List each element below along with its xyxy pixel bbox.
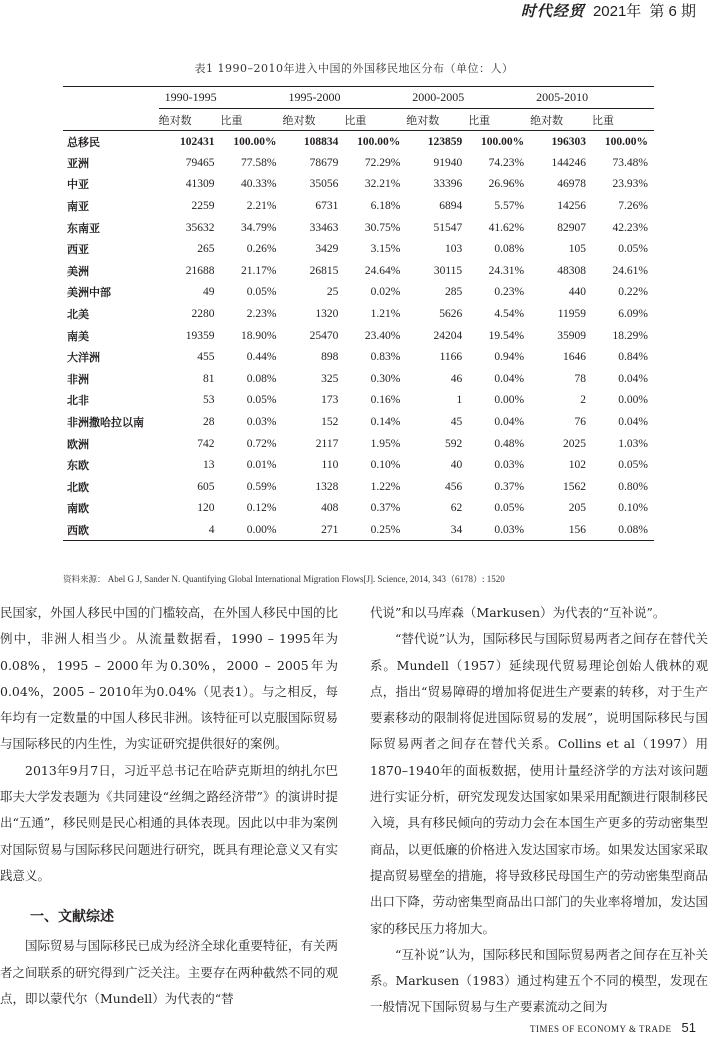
share-cell: 0.72% bbox=[246, 437, 277, 450]
share-cell: 23.40% bbox=[364, 329, 401, 342]
absolute-cell: 35632 bbox=[185, 221, 215, 234]
period-header: 2005-2010 bbox=[530, 87, 654, 109]
share-cell: 0.37% bbox=[370, 502, 401, 515]
table-source bbox=[63, 572, 505, 585]
share-cell: 100.00% bbox=[604, 135, 648, 148]
absolute-cell: 325 bbox=[321, 372, 339, 385]
share-cell: 18.90% bbox=[241, 329, 277, 342]
share-cell: 0.08% bbox=[618, 523, 648, 536]
paragraph: 2013年9月7日，习近平总书记在哈萨克斯坦的纳扎尔巴耶夫大学发表题为《共同建设“丝绸之路经济带”》的演讲时提出“五通”，移民则是民心相通的具体表现。因此以中非为案例对国际贸易与国际移民问题进行研究，既具有理论意义又有实践意义。 bbox=[0, 762, 338, 883]
absolute-cell: 592 bbox=[444, 437, 463, 450]
table-row bbox=[63, 303, 654, 325]
period-header-row bbox=[63, 87, 654, 109]
share-cell: 24.64% bbox=[364, 264, 401, 277]
region-cell: 美洲 bbox=[67, 264, 89, 278]
share-cell: 0.12% bbox=[246, 502, 277, 515]
absolute-cell: 79465 bbox=[185, 156, 215, 169]
share-cell: 42.23% bbox=[612, 221, 648, 234]
share-cell: 0.25% bbox=[370, 523, 401, 536]
share-cell: 0.03% bbox=[494, 459, 525, 472]
share-header: 比重 bbox=[468, 113, 491, 127]
share-cell: 0.03% bbox=[494, 523, 525, 536]
absolute-cell: 53 bbox=[203, 394, 215, 407]
absolute-cell: 46978 bbox=[557, 178, 587, 191]
region-cell: 总移民 bbox=[67, 135, 100, 149]
absolute-cell: 40 bbox=[450, 459, 463, 472]
share-cell: 0.23% bbox=[494, 286, 525, 299]
share-cell: 100.00% bbox=[233, 135, 277, 148]
migration-table bbox=[63, 86, 654, 541]
absolute-cell: 102 bbox=[568, 459, 587, 472]
region-cell: 非洲 bbox=[67, 372, 89, 386]
region-cell: 东欧 bbox=[67, 459, 89, 473]
absolute-cell: 4 bbox=[208, 523, 215, 536]
share-cell: 0.04% bbox=[618, 372, 648, 385]
region-cell: 西亚 bbox=[67, 243, 89, 257]
abs-header: 绝对数 bbox=[158, 113, 192, 127]
share-cell: 0.00% bbox=[618, 394, 648, 407]
share-cell: 26.96% bbox=[488, 178, 525, 191]
share-cell: 34.79% bbox=[241, 221, 277, 234]
table-row bbox=[63, 390, 654, 412]
page-number: 51 bbox=[681, 1020, 696, 1035]
share-cell: 0.04% bbox=[494, 372, 525, 385]
abs-header: 绝对数 bbox=[282, 113, 316, 127]
issue-year: 2021年 bbox=[592, 2, 642, 20]
absolute-cell: 6731 bbox=[315, 200, 339, 213]
share-cell: 2.21% bbox=[246, 200, 277, 213]
share-cell: 5.57% bbox=[494, 200, 525, 213]
absolute-cell: 271 bbox=[321, 523, 339, 536]
share-cell: 0.26% bbox=[246, 243, 277, 256]
absolute-cell: 1166 bbox=[439, 351, 463, 364]
region-cell: 北欧 bbox=[67, 480, 89, 494]
absolute-cell: 41309 bbox=[185, 178, 215, 191]
share-cell: 19.54% bbox=[488, 329, 525, 342]
absolute-cell: 33463 bbox=[309, 221, 339, 234]
period-header: 2000-2005 bbox=[406, 87, 530, 109]
absolute-cell: 408 bbox=[321, 502, 339, 515]
table-row bbox=[63, 238, 654, 260]
share-cell: 0.00% bbox=[494, 394, 525, 407]
share-cell: 0.84% bbox=[618, 351, 648, 364]
region-cell: 南亚 bbox=[67, 200, 89, 214]
absolute-cell: 152 bbox=[321, 416, 339, 429]
table-row bbox=[63, 282, 654, 304]
share-cell: 0.03% bbox=[246, 416, 277, 429]
absolute-cell: 6894 bbox=[439, 200, 463, 213]
absolute-cell: 21688 bbox=[185, 264, 215, 277]
share-cell: 0.14% bbox=[370, 416, 401, 429]
region-cell: 南美 bbox=[67, 329, 89, 343]
share-cell: 0.59% bbox=[246, 480, 277, 493]
share-cell: 0.30% bbox=[370, 372, 401, 385]
share-cell: 0.00% bbox=[246, 523, 277, 536]
share-cell: 0.08% bbox=[494, 243, 525, 256]
table-row bbox=[63, 195, 654, 217]
share-cell: 3.15% bbox=[370, 243, 401, 256]
absolute-cell: 78 bbox=[574, 372, 587, 385]
absolute-cell: 455 bbox=[197, 351, 215, 364]
absolute-cell: 5626 bbox=[439, 308, 463, 321]
absolute-cell: 196303 bbox=[551, 135, 587, 148]
share-cell: 0.37% bbox=[494, 480, 525, 493]
paragraph: 国际贸易与国际移民已成为经济全球化重要特征，有关两者之间联系的研究得到广泛关注。主要存在两种截然不同的观点，即以蒙代尔（Mundell）为代表的“替 bbox=[0, 938, 338, 1006]
absolute-cell: 108834 bbox=[303, 135, 339, 148]
share-cell: 32.21% bbox=[364, 178, 401, 191]
share-cell: 24.61% bbox=[612, 264, 648, 277]
region-cell: 大洋洲 bbox=[67, 351, 100, 365]
share-cell: 0.05% bbox=[618, 243, 648, 256]
share-cell: 100.00% bbox=[481, 135, 525, 148]
absolute-cell: 103 bbox=[444, 243, 463, 256]
absolute-cell: 1 bbox=[456, 394, 463, 407]
share-cell: 0.04% bbox=[618, 416, 648, 429]
share-header: 比重 bbox=[220, 113, 243, 127]
subheader-row bbox=[63, 109, 654, 131]
table-row bbox=[63, 346, 654, 368]
table-row bbox=[63, 325, 654, 347]
absolute-cell: 2025 bbox=[563, 437, 587, 450]
table-row bbox=[63, 217, 654, 239]
absolute-cell: 102431 bbox=[180, 135, 215, 148]
share-cell: 18.29% bbox=[612, 329, 648, 342]
absolute-cell: 28 bbox=[203, 416, 215, 429]
share-cell: 0.05% bbox=[618, 459, 648, 472]
period-header: 1990-1995 bbox=[159, 87, 283, 109]
journal-english-name: TIMES OF ECONOMY & TRADE bbox=[530, 1024, 672, 1034]
table-row bbox=[63, 131, 654, 153]
share-cell: 0.22% bbox=[618, 286, 648, 299]
share-cell: 4.54% bbox=[494, 308, 525, 321]
share-cell: 0.04% bbox=[494, 416, 525, 429]
absolute-cell: 898 bbox=[321, 351, 339, 364]
absolute-cell: 742 bbox=[197, 437, 215, 450]
share-cell: 0.83% bbox=[370, 351, 401, 364]
share-cell: 23.93% bbox=[612, 178, 648, 191]
share-cell: 77.58% bbox=[241, 156, 277, 169]
absolute-cell: 19359 bbox=[185, 329, 215, 342]
share-cell: 72.29% bbox=[364, 156, 401, 169]
share-cell: 0.10% bbox=[370, 459, 401, 472]
journal-name: 时代经贸 bbox=[520, 1, 585, 20]
share-cell: 0.05% bbox=[246, 394, 277, 407]
page-header bbox=[521, 0, 696, 20]
table-title: 表1 1990–2010年进入中国的外国移民地区分布（单位：人） bbox=[194, 62, 514, 75]
share-cell: 0.08% bbox=[246, 372, 277, 385]
absolute-cell: 105 bbox=[568, 243, 587, 256]
share-cell: 7.26% bbox=[618, 200, 648, 213]
absolute-cell: 265 bbox=[197, 243, 215, 256]
table-row bbox=[63, 498, 654, 520]
absolute-cell: 30115 bbox=[433, 264, 463, 277]
table-row bbox=[63, 368, 654, 390]
absolute-cell: 2280 bbox=[191, 308, 215, 321]
share-cell: 73.48% bbox=[612, 156, 648, 169]
table-row bbox=[63, 433, 654, 455]
absolute-cell: 456 bbox=[444, 480, 463, 493]
share-cell: 1.95% bbox=[370, 437, 401, 450]
region-cell: 中亚 bbox=[67, 178, 89, 192]
left-column bbox=[0, 600, 338, 1012]
region-cell: 美洲中部 bbox=[67, 286, 111, 300]
absolute-cell: 25 bbox=[326, 286, 339, 299]
table-row bbox=[63, 476, 654, 498]
table-row bbox=[63, 174, 654, 196]
region-cell: 南欧 bbox=[67, 502, 89, 516]
absolute-cell: 62 bbox=[450, 502, 463, 515]
absolute-cell: 205 bbox=[568, 502, 587, 515]
share-cell: 0.48% bbox=[494, 437, 525, 450]
absolute-cell: 123859 bbox=[427, 135, 463, 148]
absolute-cell: 35056 bbox=[309, 178, 339, 191]
absolute-cell: 1328 bbox=[315, 480, 339, 493]
share-cell: 41.62% bbox=[488, 221, 525, 234]
absolute-cell: 110 bbox=[321, 459, 339, 472]
absolute-cell: 35909 bbox=[557, 329, 587, 342]
issue-number: 第 6 期 bbox=[649, 2, 696, 20]
share-cell: 21.17% bbox=[241, 264, 277, 277]
absolute-cell: 605 bbox=[197, 480, 215, 493]
share-cell: 0.05% bbox=[494, 502, 525, 515]
absolute-cell: 440 bbox=[568, 286, 587, 299]
share-cell: 6.09% bbox=[618, 308, 648, 321]
source-label: 资料来源： bbox=[63, 575, 106, 585]
absolute-cell: 48308 bbox=[557, 264, 587, 277]
paragraph: “互补说”认为，国际移民和国际贸易两者之间存在互补关系。Markusen（1983）通过构建五个不同的模型，发现在一般情况下国际贸易与生产要素流动之间为 bbox=[370, 946, 708, 1015]
share-cell: 30.75% bbox=[364, 221, 401, 234]
absolute-cell: 49 bbox=[203, 286, 215, 299]
table-row bbox=[63, 411, 654, 433]
share-header: 比重 bbox=[344, 113, 367, 127]
share-cell: 1.22% bbox=[370, 480, 401, 493]
share-cell: 0.10% bbox=[618, 502, 648, 515]
absolute-cell: 11959 bbox=[557, 308, 587, 321]
share-cell: 24.31% bbox=[488, 264, 525, 277]
share-cell: 0.05% bbox=[246, 286, 277, 299]
region-cell: 北美 bbox=[67, 308, 89, 322]
absolute-cell: 144246 bbox=[551, 156, 587, 169]
share-cell: 0.80% bbox=[618, 480, 648, 493]
page-footer bbox=[530, 1020, 696, 1035]
right-column bbox=[370, 600, 708, 1021]
absolute-cell: 285 bbox=[444, 286, 463, 299]
absolute-cell: 91940 bbox=[433, 156, 463, 169]
absolute-cell: 81 bbox=[203, 372, 215, 385]
absolute-cell: 1320 bbox=[315, 308, 339, 321]
absolute-cell: 156 bbox=[568, 523, 587, 536]
absolute-cell: 2117 bbox=[315, 437, 339, 450]
abs-header: 绝对数 bbox=[406, 113, 440, 127]
absolute-cell: 76 bbox=[574, 416, 587, 429]
region-cell: 亚洲 bbox=[67, 156, 89, 170]
absolute-cell: 82907 bbox=[557, 221, 587, 234]
share-cell: 1.03% bbox=[618, 437, 648, 450]
absolute-cell: 2 bbox=[580, 394, 587, 407]
share-cell: 1.21% bbox=[370, 308, 401, 321]
absolute-cell: 46 bbox=[450, 372, 463, 385]
absolute-cell: 3429 bbox=[315, 243, 339, 256]
abs-header: 绝对数 bbox=[530, 113, 564, 127]
absolute-cell: 24204 bbox=[433, 329, 463, 342]
share-cell: 0.44% bbox=[246, 351, 277, 364]
absolute-cell: 51547 bbox=[433, 221, 463, 234]
absolute-cell: 25470 bbox=[309, 329, 339, 342]
share-cell: 2.23% bbox=[246, 308, 277, 321]
absolute-cell: 45 bbox=[450, 416, 463, 429]
table-row bbox=[63, 454, 654, 476]
absolute-cell: 13 bbox=[203, 459, 215, 472]
share-cell: 0.01% bbox=[246, 459, 277, 472]
absolute-cell: 120 bbox=[197, 502, 215, 515]
absolute-cell: 173 bbox=[321, 394, 339, 407]
share-cell: 0.16% bbox=[370, 394, 401, 407]
section-heading: 一、文献综述 bbox=[30, 909, 114, 926]
table-row bbox=[63, 152, 654, 174]
absolute-cell: 34 bbox=[450, 523, 463, 536]
region-cell: 非洲撒哈拉以南 bbox=[67, 416, 144, 430]
absolute-cell: 33396 bbox=[433, 178, 463, 191]
share-cell: 74.23% bbox=[488, 156, 525, 169]
absolute-cell: 14256 bbox=[557, 200, 587, 213]
paragraph: “替代说”认为，国际移民与国际贸易两者之间存在替代关系。Mundell（1957）延续现代贸易理论创始人俄林的观点，指出“贸易障碍的增加将促进生产要素的转移，对于生产要素移动的限制将促进国际贸易的发展”，说明国际移民与国际贸易两者之间存在替代关系。Collins et al（1997）用1870–1940年的面板数据，使用计量经济学的方法对该问题进行实证分析，研究发现发达国家如果采用配额进行限制移民入境，具有移民倾向的劳动力会在本国生产更多的劳动密集型商品，以更低廉的价格进入发达国家市场。如果发达国家采取提高贸易壁垒的措施，将导致移民母国生产的劳动密集型商品出口下降，劳动密集型商品出口部门的失业率将增加，发达国家的移民压力将加大。 bbox=[370, 631, 708, 936]
share-header: 比重 bbox=[592, 113, 615, 127]
share-cell: 0.94% bbox=[494, 351, 525, 364]
share-cell: 100.00% bbox=[357, 135, 401, 148]
share-cell: 0.02% bbox=[370, 286, 401, 299]
table-row bbox=[63, 260, 654, 282]
absolute-cell: 78679 bbox=[309, 156, 339, 169]
region-cell: 欧洲 bbox=[67, 437, 89, 451]
source-text: Abel G J, Sander N. Quantifying Global International Migration Flows[J]. Science, 2014, 343（6178）: 1520 bbox=[107, 574, 505, 584]
region-cell: 西欧 bbox=[67, 523, 89, 537]
absolute-cell: 2259 bbox=[191, 200, 215, 213]
region-cell: 东南亚 bbox=[67, 221, 100, 235]
region-cell: 北非 bbox=[67, 394, 89, 408]
table-row bbox=[63, 519, 654, 541]
period-header: 1995-2000 bbox=[282, 87, 406, 109]
absolute-cell: 26815 bbox=[309, 264, 339, 277]
paragraph: 代说”和以马库森（Markusen）为代表的“互补说”。 bbox=[370, 605, 666, 620]
absolute-cell: 1646 bbox=[563, 351, 587, 364]
absolute-cell: 1562 bbox=[563, 480, 587, 493]
share-cell: 40.33% bbox=[241, 178, 277, 191]
table-body bbox=[63, 131, 654, 541]
paragraph: 民国家，外国人移民中国的门槛较高，在外国人移民中国的比例中，非洲人相当少。从流量数据看，1990 – 1995年为0.08%，1995 – 2000年为0.30%，2000 – 2005年为0.04%，2005 – 2010年为0.04%（见表1）。与之相反，每年均有一定数量的中国人移民非洲。该特征可以克服国际贸易与国际移民的内生性，为实证研究提供很好的案例。 bbox=[0, 605, 338, 752]
share-cell: 6.18% bbox=[370, 200, 401, 213]
